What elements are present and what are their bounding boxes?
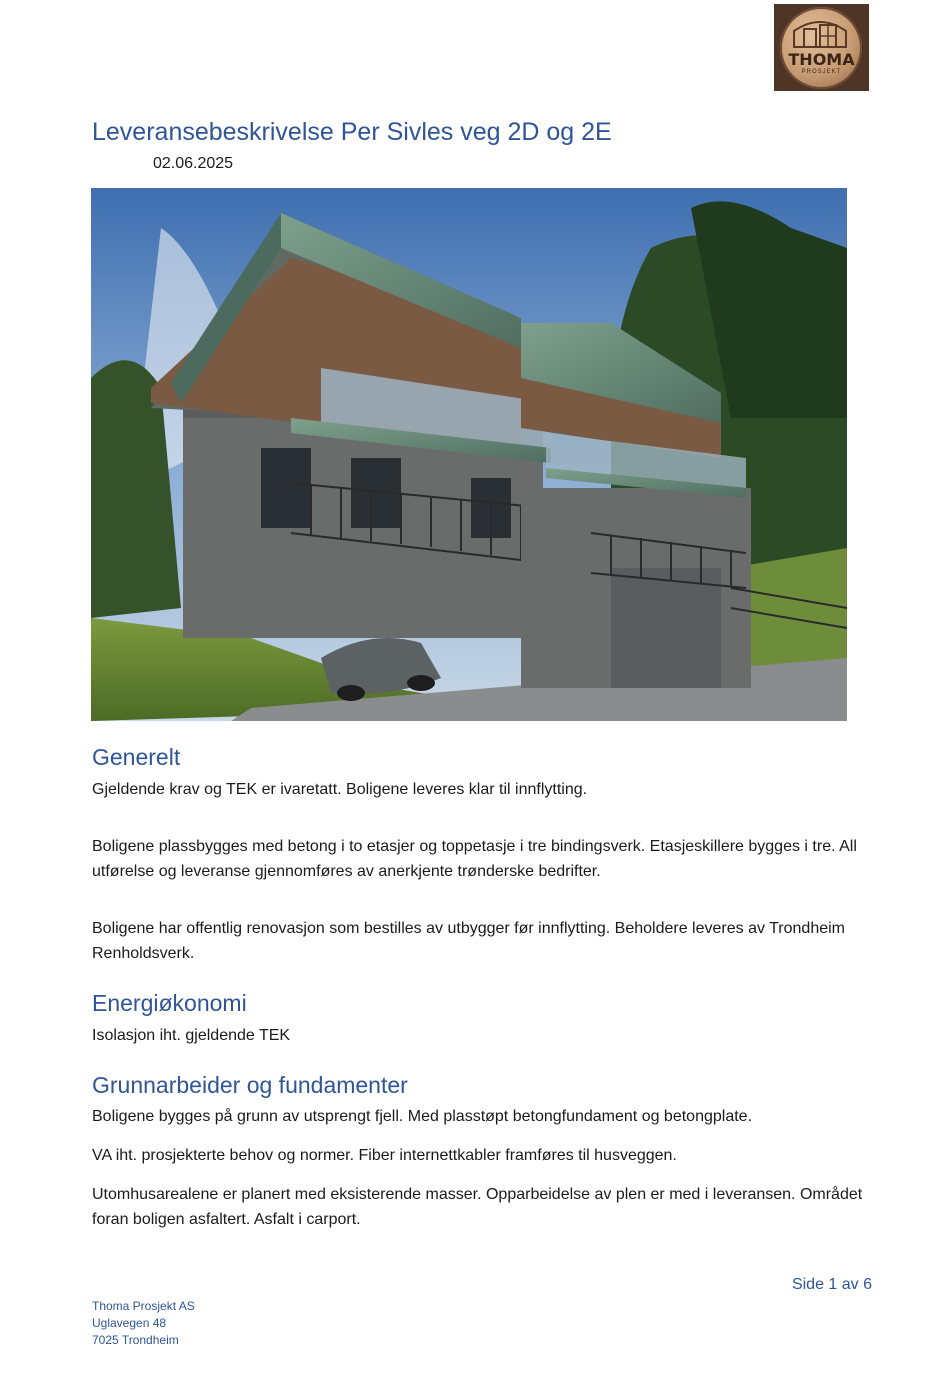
document-title: Leveransebeskrivelse Per Sivles veg 2D og 2E	[92, 118, 612, 146]
page-number: Side 1 av 6	[791, 1276, 872, 1293]
footer-city: 7025 Trondheim	[92, 1333, 179, 1347]
footer-street: Uglavegen 48	[92, 1316, 167, 1330]
paragraph-grunn-3: Utomhusarealene er planert med eksisterende masser. Opparbeidelse av plen er med i leveransen. Området foran boligen asfaltert. Asfalt i carport.	[92, 1186, 863, 1228]
house-rendering-image	[91, 188, 847, 721]
paragraph-grunn-2: VA iht. prosjekterte behov og normer. Fiber internettkabler framføres til husveggen.	[92, 1147, 677, 1164]
section-heading-generelt: Generelt	[92, 744, 181, 770]
footer-address	[92, 1298, 195, 1349]
logo-wordmark: THOMA	[788, 50, 855, 69]
section-heading-energi: Energiøkonomi	[92, 990, 247, 1016]
paragraph-grunn-1: Boligene bygges på grunn av utsprengt fjell. Med plasstøpt betongfundament og betongplate.	[92, 1108, 753, 1125]
section-heading-grunn: Grunnarbeider og fundamenter	[92, 1072, 408, 1098]
logo-subtitle: PROSJEKT	[801, 69, 842, 75]
paragraph-energi-1: Isolasjon iht. gjeldende TEK	[92, 1027, 291, 1044]
company-logo	[774, 4, 869, 91]
document-date: 02.06.2025	[153, 155, 234, 172]
paragraph-generelt-2: Boligene plassbygges med betong i to etasjer og toppetasje i tre bindingsverk. Etasjeskillere bygges i tre. All utførelse og leveranse gjennomføres av anerkjente trønderske bedrifter.	[92, 838, 857, 880]
paragraph-generelt-3: Boligene har offentlig renovasjon som bestilles av utbygger før innflytting. Beholdere leveres av Trondheim Renholdsverk.	[92, 920, 846, 962]
footer-company: Thoma Prosjekt AS	[92, 1299, 195, 1313]
paragraph-generelt-1: Gjeldende krav og TEK er ivaretatt. Boligene leveres klar til innflytting.	[92, 781, 588, 798]
logo-emblem-icon	[780, 7, 862, 89]
